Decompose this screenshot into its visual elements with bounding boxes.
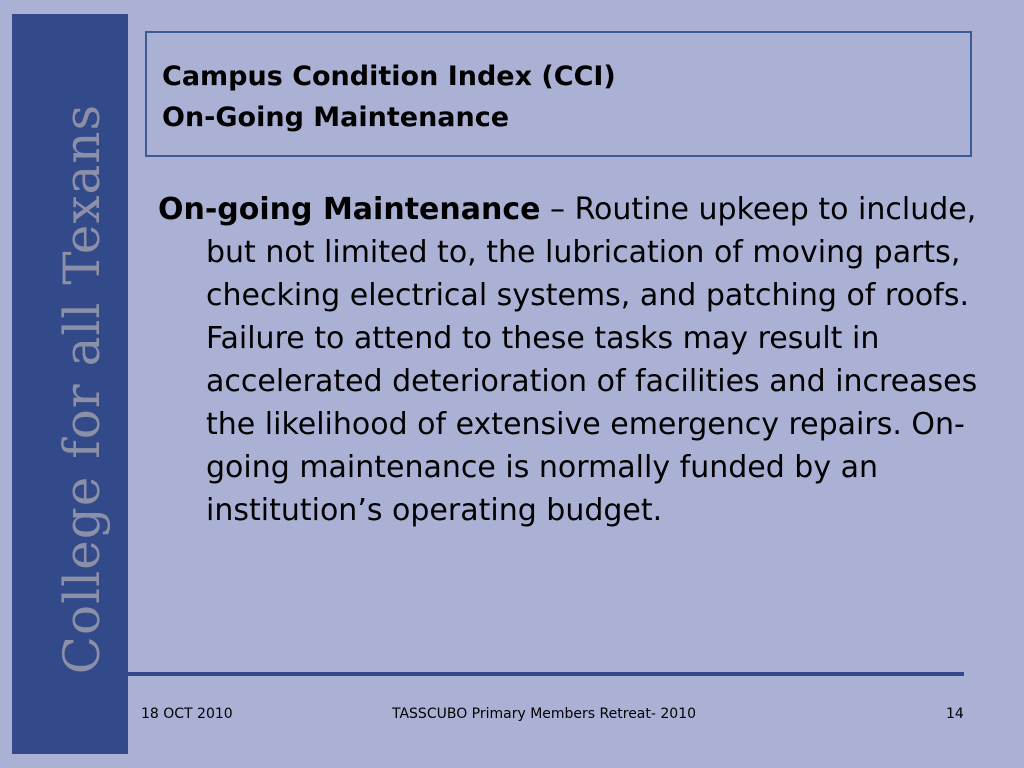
definition-text: Routine upkeep to include, but not limited to, the lubrication of moving parts, checking electrical systems, and patching of roofs. Failure to attend to these tasks may result in accelerated deterioration of facilities and increases the likelihood of extensive emergency repairs. On-going maintenance is normally funded by an institution’s operating budget. xyxy=(206,192,978,528)
definition-paragraph xyxy=(158,188,1006,532)
definition-term: On-going Maintenance xyxy=(158,192,541,227)
footer-date: 18 OCT 2010 xyxy=(141,706,233,722)
footer-event: TASSCUBO Primary Members Retreat- 2010 xyxy=(392,706,697,722)
definition-separator: – xyxy=(540,192,575,227)
slide-title: Campus Condition Index (CCI) xyxy=(162,61,616,92)
slide-number: 14 xyxy=(946,706,964,722)
slide-subtitle: On-Going Maintenance xyxy=(162,102,510,133)
sidebar-banner xyxy=(12,14,128,754)
title-box xyxy=(145,31,972,157)
footer-divider xyxy=(128,672,964,676)
sidebar-slogan: College for all Texans xyxy=(53,103,111,675)
